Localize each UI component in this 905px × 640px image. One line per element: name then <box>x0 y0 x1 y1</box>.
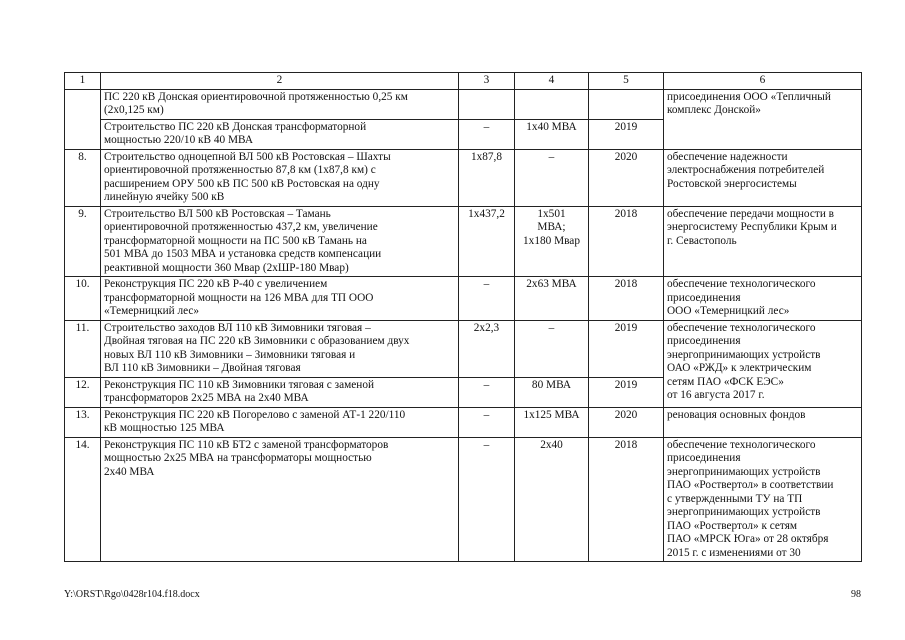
header-cell: 2 <box>101 73 459 90</box>
row-col3: – <box>459 407 515 437</box>
row-col4: – <box>515 149 589 206</box>
row-col3: 1х87,8 <box>459 149 515 206</box>
row-col5: 2018 <box>589 277 664 321</box>
row-description: Строительство ВЛ 500 кВ Ростовская – Тамань ориентировочной протяженностью 437,2 км, увеличение трансформаторной мощности на ПС 500 кВ Тамань на 501 МВА до 1503 МВА и установка средств компенсации реактивной мощности 360 Мвар (2хШР-180 Мвар) <box>101 206 459 277</box>
footer-file-path: Y:\ORST\Rgo\0428r104.f18.docx <box>64 589 200 600</box>
row-number: 12. <box>65 377 101 407</box>
row-number: 10. <box>65 277 101 321</box>
row-col3: – <box>459 377 515 407</box>
header-cell: 6 <box>664 73 862 90</box>
row-description: Реконструкция ПС 220 кВ Погорелово с заменой АТ-1 220/110 кВ мощностью 125 МВА <box>101 407 459 437</box>
table-header-row <box>65 73 862 90</box>
row-purpose: обеспечение надежности электроснабжения потребителей Ростовской энергосистемы <box>664 149 862 206</box>
row-col5: 2020 <box>589 149 664 206</box>
table-row <box>65 206 862 277</box>
row-col5: 2020 <box>589 407 664 437</box>
row-description: Строительство заходов ВЛ 110 кВ Зимовники тяговая – Двойная тяговая на ПС 220 кВ Зимовники с образованием двух новых ВЛ 110 кВ Зимовники – Зимовники тяговая и ВЛ 110 кВ Зимовники – Двойная тяговая <box>101 320 459 377</box>
row-purpose: присоединения ООО «Тепличный комплекс Донской» <box>664 89 862 149</box>
row-col4: 2х40 <box>515 437 589 562</box>
row-purpose: обеспечение технологического присоединения энергопринимающих устройств ПАО «Роствертол» в соответствии с утвержденными ТУ на ТП энергопринимающих устройств ПАО «Роствертол» к сетям ПАО «МРСК Юга» от 28 октября 2015 г. с изменениями от 30 <box>664 437 862 562</box>
row-description: Строительство одноцепной ВЛ 500 кВ Ростовская – Шахты ориентировочной протяженностью 87,8 км (1х87,8 км) с расширением ОРУ 500 кВ ПС 500 кВ Ростовская на одну линейную ячейку 500 кВ <box>101 149 459 206</box>
table-row <box>65 149 862 206</box>
row-col5: 2018 <box>589 206 664 277</box>
row-purpose: реновация основных фондов <box>664 407 862 437</box>
footer-page-number: 98 <box>851 589 861 600</box>
row-col4: 1х40 МВА <box>515 119 589 149</box>
row-col3: 1х437,2 <box>459 206 515 277</box>
row-col4: 2х63 МВА <box>515 277 589 321</box>
row-col4: – <box>515 320 589 377</box>
row-col3 <box>459 89 515 119</box>
row-col4: 1х501 МВА; 1х180 Мвар <box>515 206 589 277</box>
row-col4 <box>515 89 589 119</box>
row-col4: 1х125 МВА <box>515 407 589 437</box>
row-description: Реконструкция ПС 110 кВ БТ2 с заменой трансформаторов мощностью 2х25 МВА на трансформаторы мощностью 2х40 МВА <box>101 437 459 562</box>
row-col5: 2019 <box>589 377 664 407</box>
row-number: 11. <box>65 320 101 377</box>
row-col5: 2019 <box>589 119 664 149</box>
row-col3: – <box>459 437 515 562</box>
header-cell: 3 <box>459 73 515 90</box>
document-table <box>64 72 862 562</box>
row-description: Реконструкция ПС 220 кВ Р-40 с увеличением трансформаторной мощности на 126 МВА для ТП ООО «Темерницкий лес» <box>101 277 459 321</box>
row-number <box>65 89 101 149</box>
row-col3: – <box>459 119 515 149</box>
row-col5: 2018 <box>589 437 664 562</box>
row-number: 14. <box>65 437 101 562</box>
row-description: Строительство ПС 220 кВ Донская трансформаторной мощностью 220/10 кВ 40 МВА <box>101 119 459 149</box>
header-cell: 1 <box>65 73 101 90</box>
row-col5: 2019 <box>589 320 664 377</box>
row-number: 9. <box>65 206 101 277</box>
header-cell: 5 <box>589 73 664 90</box>
row-purpose: обеспечение передачи мощности в энергосистему Республики Крым и г. Севастополь <box>664 206 862 277</box>
row-col3: 2х2,3 <box>459 320 515 377</box>
row-purpose: обеспечение технологического присоединения ООО «Темерницкий лес» <box>664 277 862 321</box>
table-row <box>65 320 862 377</box>
table-row <box>65 407 862 437</box>
row-col4: 80 МВА <box>515 377 589 407</box>
row-number: 13. <box>65 407 101 437</box>
row-description: Реконструкция ПС 110 кВ Зимовники тяговая с заменой трансформаторов 2х25 МВА на 2х40 МВА <box>101 377 459 407</box>
row-number: 8. <box>65 149 101 206</box>
row-col5 <box>589 89 664 119</box>
header-cell: 4 <box>515 73 589 90</box>
row-purpose: обеспечение технологического присоединения энергопринимающих устройств ОАО «РЖД» к электрическим сетям ПАО «ФСК ЕЭС» от 16 августа 2017 г. <box>664 320 862 407</box>
table-row <box>65 89 862 119</box>
table-row <box>65 277 862 321</box>
table-row <box>65 437 862 562</box>
row-col3: – <box>459 277 515 321</box>
row-description: ПС 220 кВ Донская ориентировочной протяженностью 0,25 км (2х0,125 км) <box>101 89 459 119</box>
